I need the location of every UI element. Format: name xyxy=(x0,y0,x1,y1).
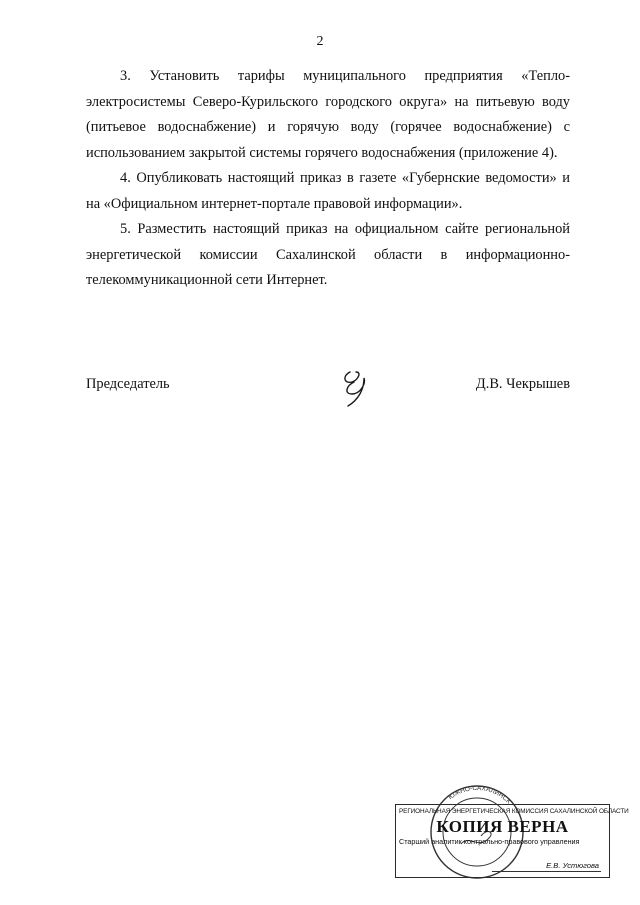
stamp-name: Е.В. Устюгова xyxy=(546,861,599,870)
seal-text: ЮЖНО-САХАЛИНСК xyxy=(447,784,512,806)
signer-name: Д.В. Чекрышев xyxy=(475,376,570,392)
stamp-certification-label: КОПИЯ ВЕРНА xyxy=(436,817,569,836)
stamp-frame xyxy=(395,804,629,878)
signature-block xyxy=(86,372,570,412)
handwritten-signature xyxy=(338,366,372,412)
paragraph-4: 4. Опубликовать настоящий приказ в газете «Губернские ведомости» и на «Официальном интернет-портале правовой информации». xyxy=(86,170,570,212)
document-body xyxy=(86,64,570,294)
copy-certification-stamp xyxy=(395,770,629,882)
svg-text:ЮЖНО-САХАЛИНСК xyxy=(447,785,512,806)
page-number: 2 xyxy=(316,34,324,49)
paragraph-5: 5. Разместить настоящий приказ на официальном сайте региональной энергетической комиссии Сахалинской области в информационно-телекоммуникационной сети Интернет. xyxy=(86,221,570,288)
stamp-organization: РЕГИОНАЛЬНАЯ ЭНЕРГЕТИЧЕСКАЯ КОМИССИЯ САХАЛИНСКОЙ ОБЛАСТИ xyxy=(399,808,629,815)
stamp-position: Старший аналитик контрольно-правового управления xyxy=(399,837,580,846)
signer-title: Председатель xyxy=(86,376,170,392)
stamp-signature-line xyxy=(492,871,601,872)
paragraph-3: 3. Установить тарифы муниципального предприятия «Тепло-электросистемы Северо-Курильского городского округа» на питьевую воду (питьевое водоснабжение) и горячую воду (горячее водоснабжение) с использованием закрытой системы горячего водоснабжения (приложение 4). xyxy=(86,68,570,161)
